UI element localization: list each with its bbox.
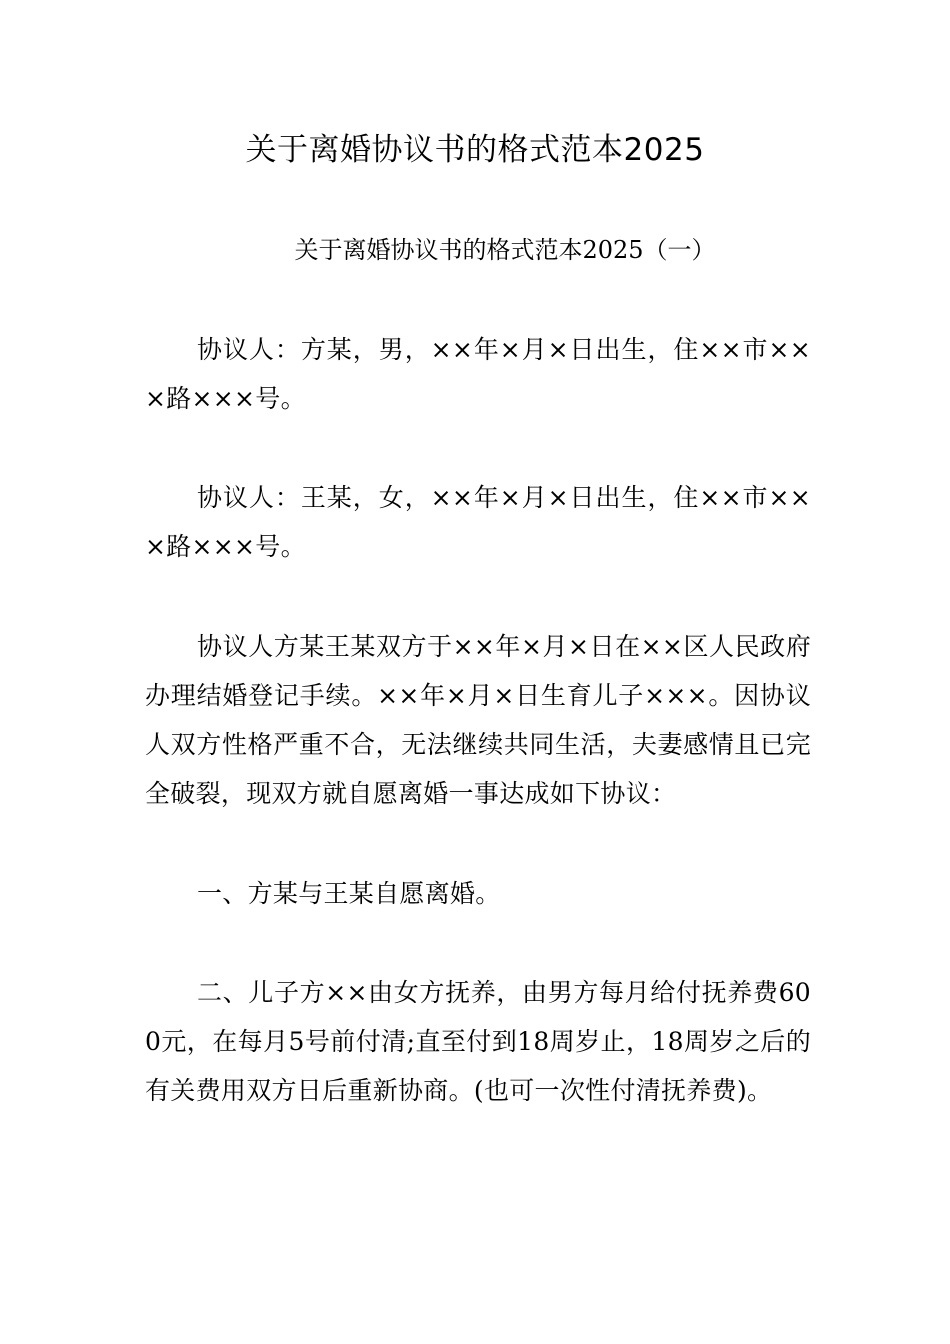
document-title: 关于离婚协议书的格式范本2025 bbox=[245, 132, 705, 168]
document-subtitle: 关于离婚协议书的格式范本2025（一） bbox=[294, 236, 716, 264]
paragraph-clause-two: 二、儿子方××由女方抚养，由男方每月给付抚养费600元，在每月5号前付清;直至付到18周岁止，18周岁之后的有关费用双方日后重新协商。(也可一次性付清抚养费)。 bbox=[145, 978, 811, 1105]
paragraph-background: 协议人方某王某双方于××年×月×日在××区人民政府办理结婚登记手续。××年×月×日生育儿子×××。因协议人双方性格严重不合，无法继续共同生活，夫妻感情且已完全破裂，现双方就自愿离婚一事达成如下协议： bbox=[145, 632, 811, 808]
paragraph-party-one: 协议人：方某，男，××年×月×日出生，住××市×××路×××号。 bbox=[145, 335, 811, 413]
paragraph-party-two: 协议人：王某，女，××年×月×日出生，住××市×××路×××号。 bbox=[145, 483, 811, 561]
paragraph-clause-one: 一、方某与王某自愿离婚。 bbox=[197, 879, 501, 908]
